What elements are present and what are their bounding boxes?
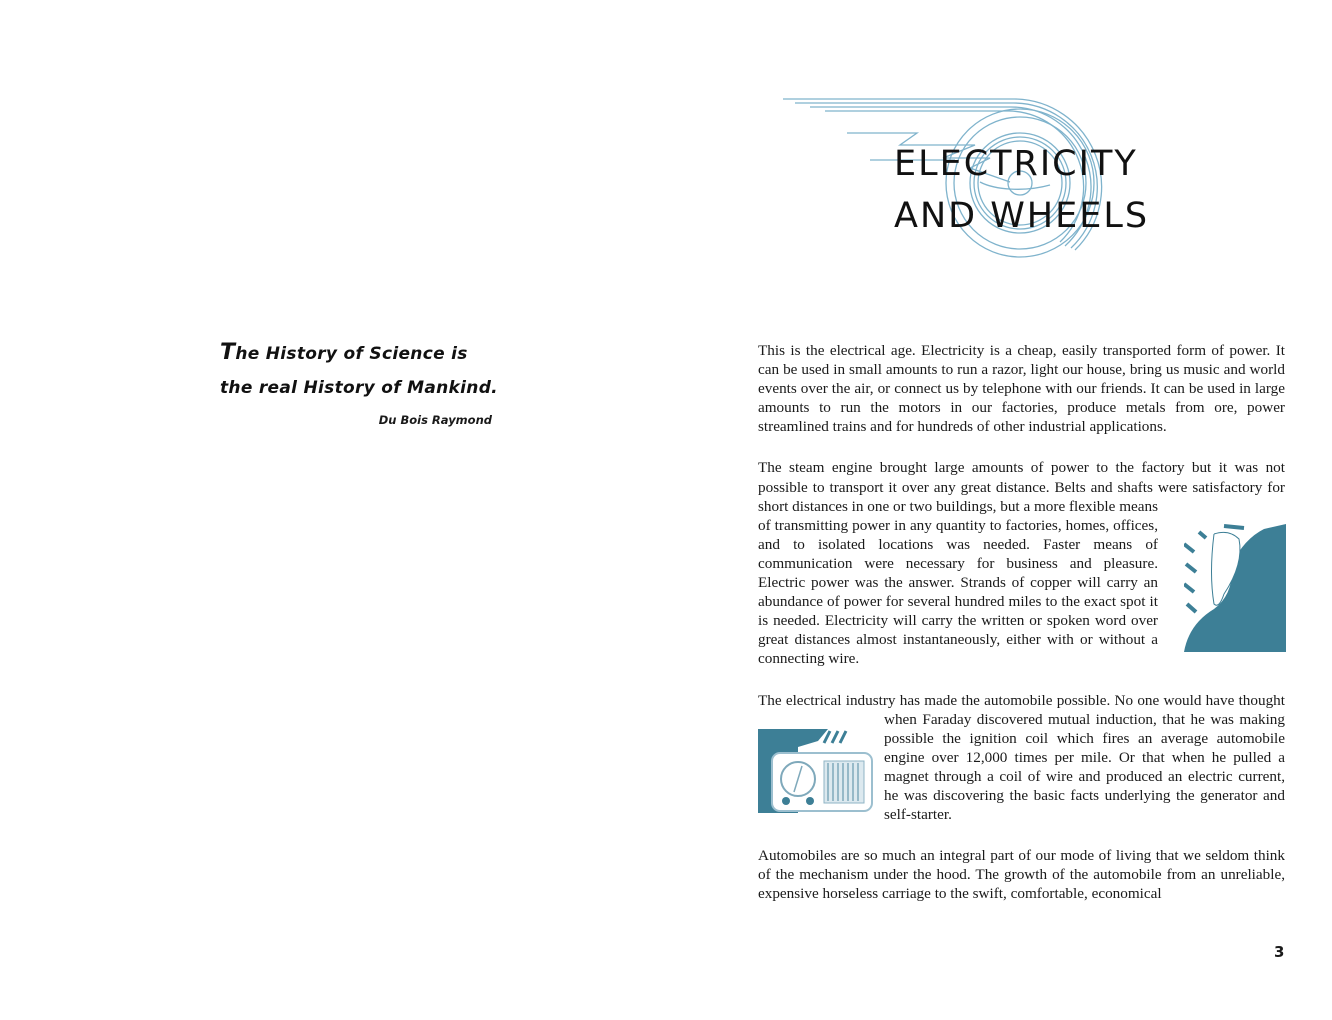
paragraph: Automobiles are so much an integral part of our mode of living that we seldom think of the mechanism under the hood. The growth of the automobile from an unreliable, expensive horseless carriage to the swift, comfortable, economical (758, 847, 1285, 903)
paragraph: This is the electrical age. Electricity is a cheap, easily transported form of power. It can be used in small amounts to run a razor, light our house, bring us music and world events over the air, or connect us by telephone with our friends. It can be used in large amounts to run the motors in our factories, produce metals from ore, power streamlined trains and for hundreds of other industrial applications. (758, 342, 1285, 436)
chapter-title (894, 138, 1149, 242)
radio-illustration (758, 729, 884, 817)
paragraph: The steam engine brought large amounts of power to the factory but it was not possible to transport it over any great distance. Belts and shafts were satisfactory for short distances in one or two buildings, but a more flexible means of transmitting power in any quantity to factories, homes, offices, and to isolated locations was needed. Faster means of communication were necessary for business and pleasure. Electric power was the answer. Strands of copper will carry an abundance of power for several hundred miles to the exact spot it is needed. Electricity will carry the written or spoken word over great distances almost instantaneously, either with or without a connecting wire. (758, 459, 1285, 668)
quote-line: The History of Science is (220, 340, 468, 365)
paragraph: The electrical industry has made the automobile possible. No one would have thought when Faraday discovered mutual induction, that he was making possible the ignition coil which fires an average automobile engine over 12,000 times per mile. Or that when he pulled a magnet through a coil of wire and produced an electric current, he was discovering the basic facts underlying the generator and self-starter. (758, 691, 1285, 824)
epigraph-quote (220, 338, 498, 408)
body-text (758, 341, 1285, 925)
title-line: ELECTRICITY (894, 144, 1138, 184)
title-line: AND WHEELS (894, 196, 1150, 236)
page-number: 3 (1274, 943, 1285, 961)
quote-line: the real History of Mankind. (220, 378, 498, 398)
quote-attribution: Du Bois Raymond (378, 413, 492, 427)
light-bulb-illustration (1158, 515, 1285, 645)
